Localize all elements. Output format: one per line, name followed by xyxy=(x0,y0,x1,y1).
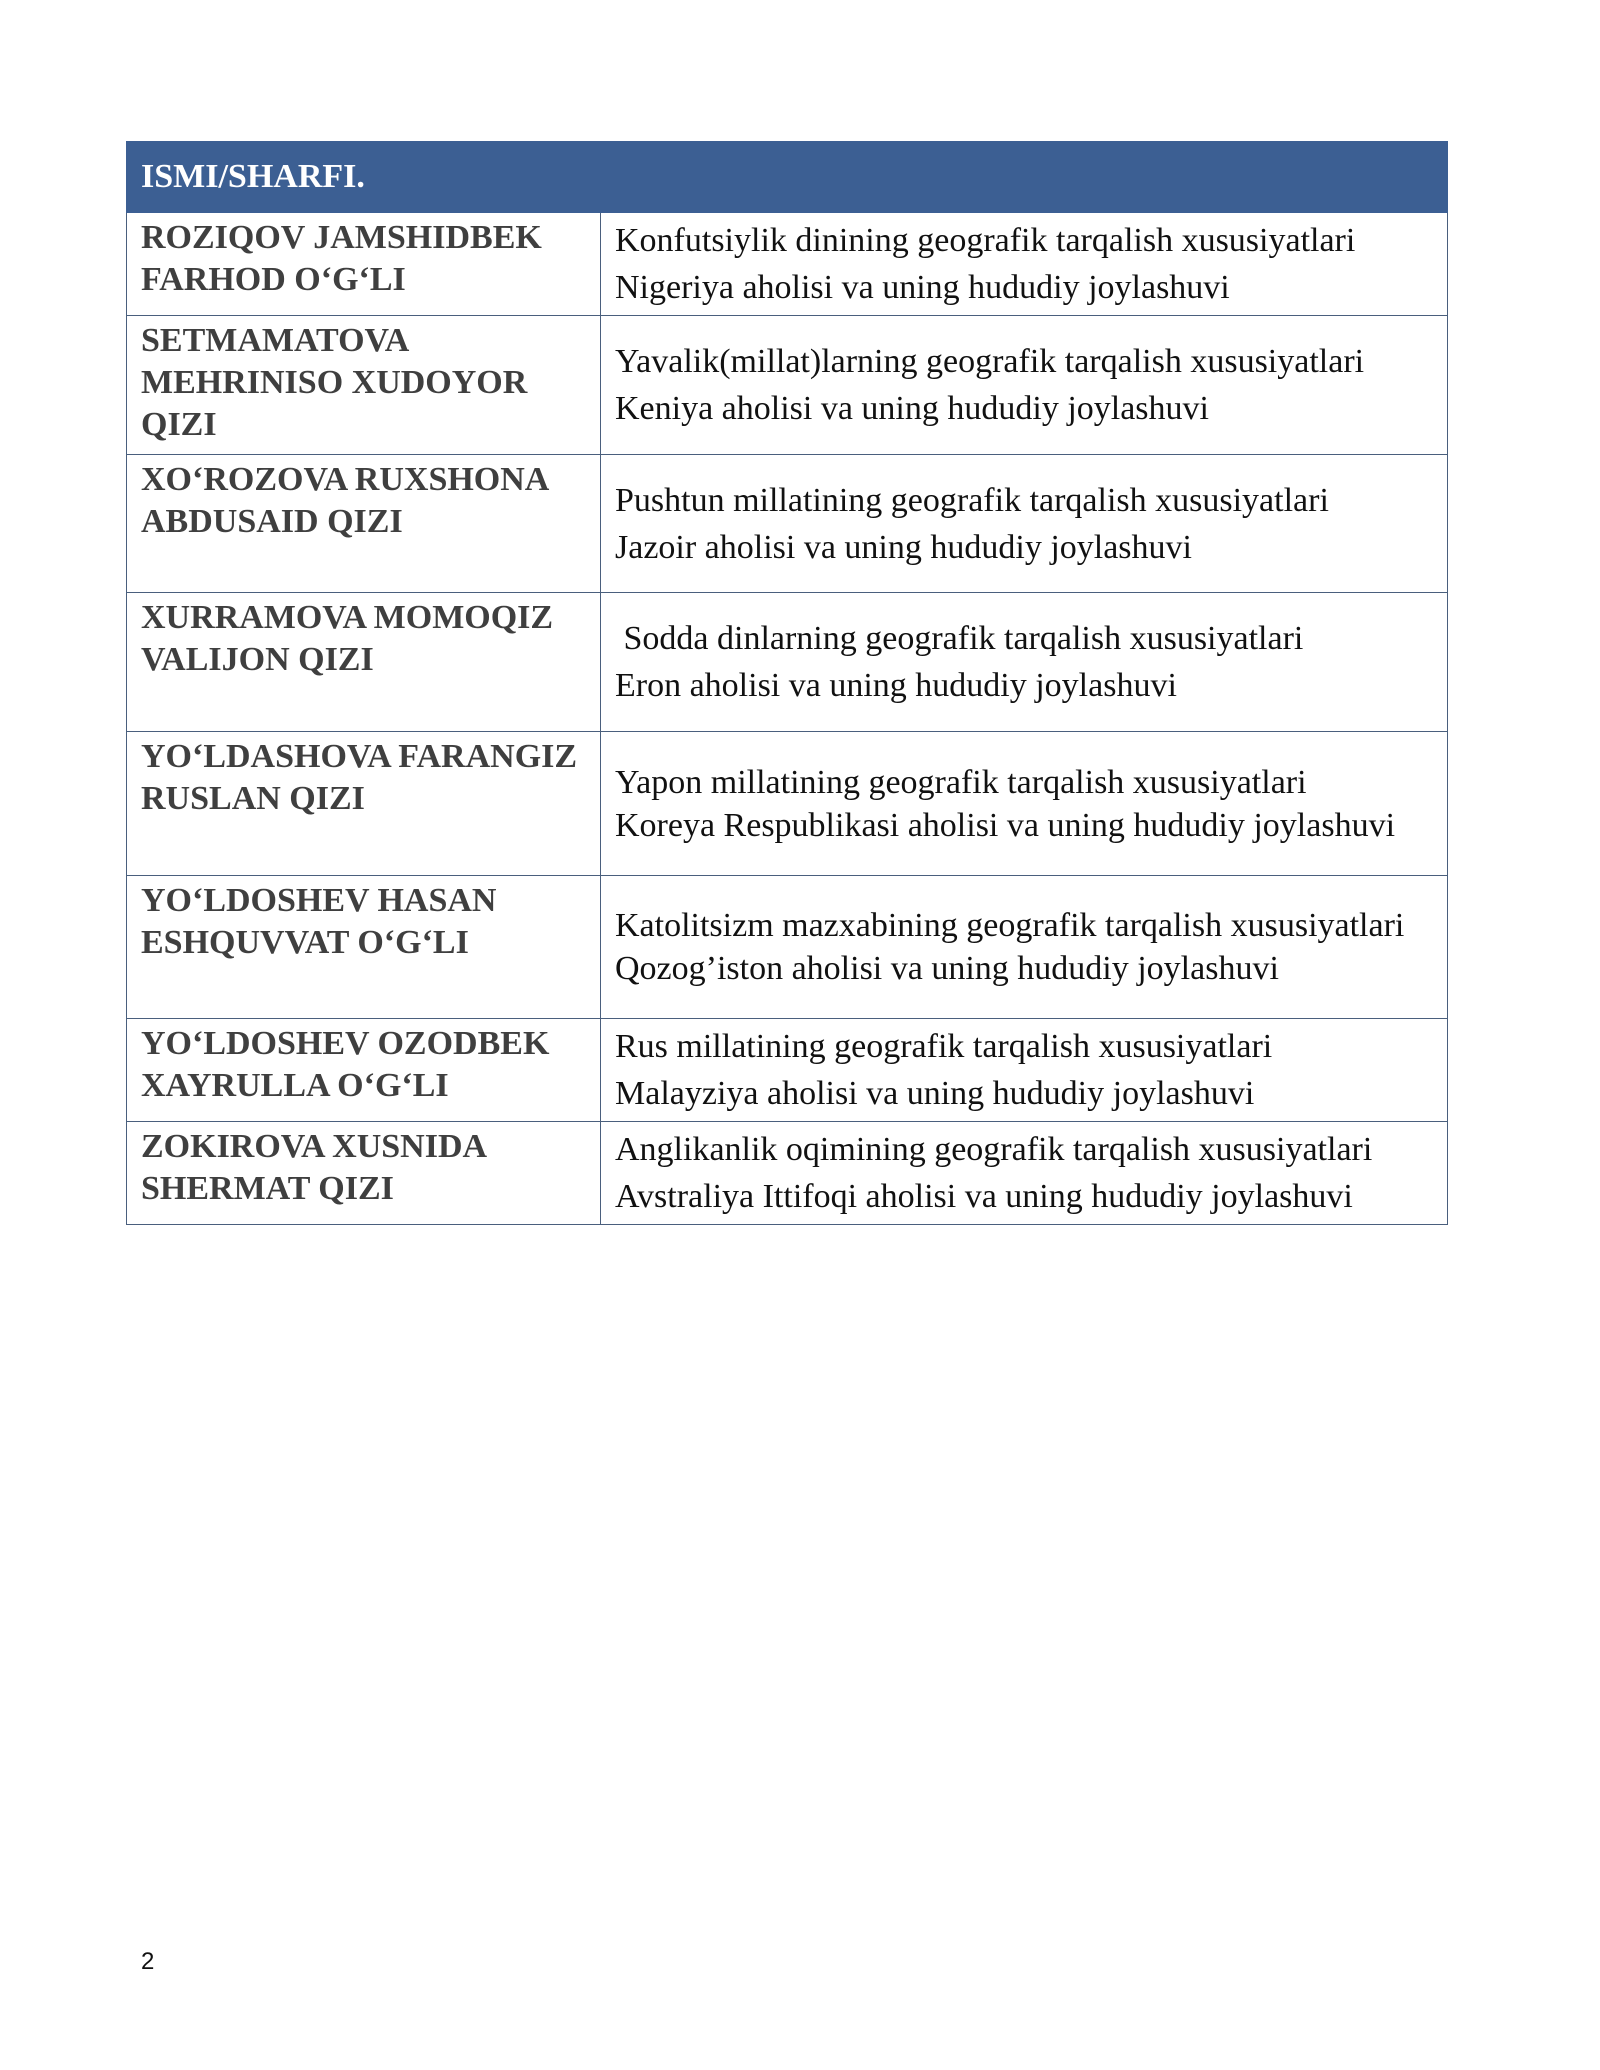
topic-country-population: Malayziya aholisi va uning hududiy joylashuvi xyxy=(615,1075,1255,1112)
topic-religion-ethnic: Yavalik(millat)larning geografik tarqalish xususiyatlari xyxy=(615,343,1365,380)
table-header-row xyxy=(127,142,1448,213)
student-topics-table xyxy=(126,141,1448,1225)
topics-cell xyxy=(601,455,1448,593)
student-name: XURRAMOVA MOMOQIZ VALIJON QIZI xyxy=(127,593,601,732)
topic-country-population: Koreya Respublikasi aholisi va uning hududiy joylashuvi xyxy=(615,806,1396,844)
topic-country-population: Eron aholisi va uning hududiy joylashuvi xyxy=(615,667,1177,704)
topic-country-population: Keniya aholisi va uning hududiy joylashuvi xyxy=(615,390,1209,427)
table-row xyxy=(127,1122,1448,1225)
topic-country-population: Avstraliya Ittifoqi aholisi va uning hududiy joylashuvi xyxy=(615,1178,1353,1215)
student-name: YO‘LDASHOVA FARANGIZ RUSLAN QIZI xyxy=(127,732,601,876)
topic-religion-ethnic: Katolitsizm mazxabining geografik tarqalish xususiyatlari xyxy=(615,907,1405,944)
topics-cell xyxy=(601,213,1448,316)
topic-country-population: Nigeriya aholisi va uning hududiy joylashuvi xyxy=(615,269,1230,306)
student-name: ZOKIROVA XUSNIDA SHERMAT QIZI xyxy=(127,1122,601,1225)
page-number: 2 xyxy=(141,1948,155,1975)
student-name: YO‘LDOSHEV HASAN ESHQUVVAT O‘G‘LI xyxy=(127,876,601,1019)
table-row xyxy=(127,316,1448,455)
column-header-name: ISMI/SHARFI. xyxy=(127,142,1448,213)
topic-country-population: Jazoir aholisi va uning hududiy joylashuvi xyxy=(615,528,1192,566)
topics-cell xyxy=(601,876,1448,1019)
topic-country-population: Qozog’iston aholisi va uning hududiy joylashuvi xyxy=(615,950,1279,987)
topics-cell xyxy=(601,593,1448,732)
student-name: SETMAMATOVA MEHRINISO XUDOYOR QIZI xyxy=(127,316,601,455)
student-name: ROZIQOV JAMSHIDBEK FARHOD O‘G‘LI xyxy=(127,213,601,316)
table-row xyxy=(127,732,1448,876)
topics-cell xyxy=(601,316,1448,455)
table-row xyxy=(127,593,1448,732)
topics-cell xyxy=(601,732,1448,876)
topic-religion-ethnic: Yapon millatining geografik tarqalish xususiyatlari xyxy=(615,763,1307,801)
student-name: XO‘ROZOVA RUXSHONA ABDUSAID QIZI xyxy=(127,455,601,593)
table-row xyxy=(127,213,1448,316)
topics-cell xyxy=(601,1019,1448,1122)
topic-religion-ethnic: Pushtun millatining geografik tarqalish xususiyatlari xyxy=(615,481,1329,519)
table-row xyxy=(127,1019,1448,1122)
table-row xyxy=(127,455,1448,593)
topic-religion-ethnic: Anglikanlik oqimining geografik tarqalish xususiyatlari xyxy=(615,1131,1373,1168)
topics-cell xyxy=(601,1122,1448,1225)
student-name: YO‘LDOSHEV OZODBEK XAYRULLA O‘G‘LI xyxy=(127,1019,601,1122)
topic-religion-ethnic: Sodda dinlarning geografik tarqalish xususiyatlari xyxy=(615,620,1304,657)
topic-religion-ethnic: Rus millatining geografik tarqalish xususiyatlari xyxy=(615,1028,1273,1065)
table-row xyxy=(127,876,1448,1019)
topic-religion-ethnic: Konfutsiylik dinining geografik tarqalish xususiyatlari xyxy=(615,222,1356,259)
